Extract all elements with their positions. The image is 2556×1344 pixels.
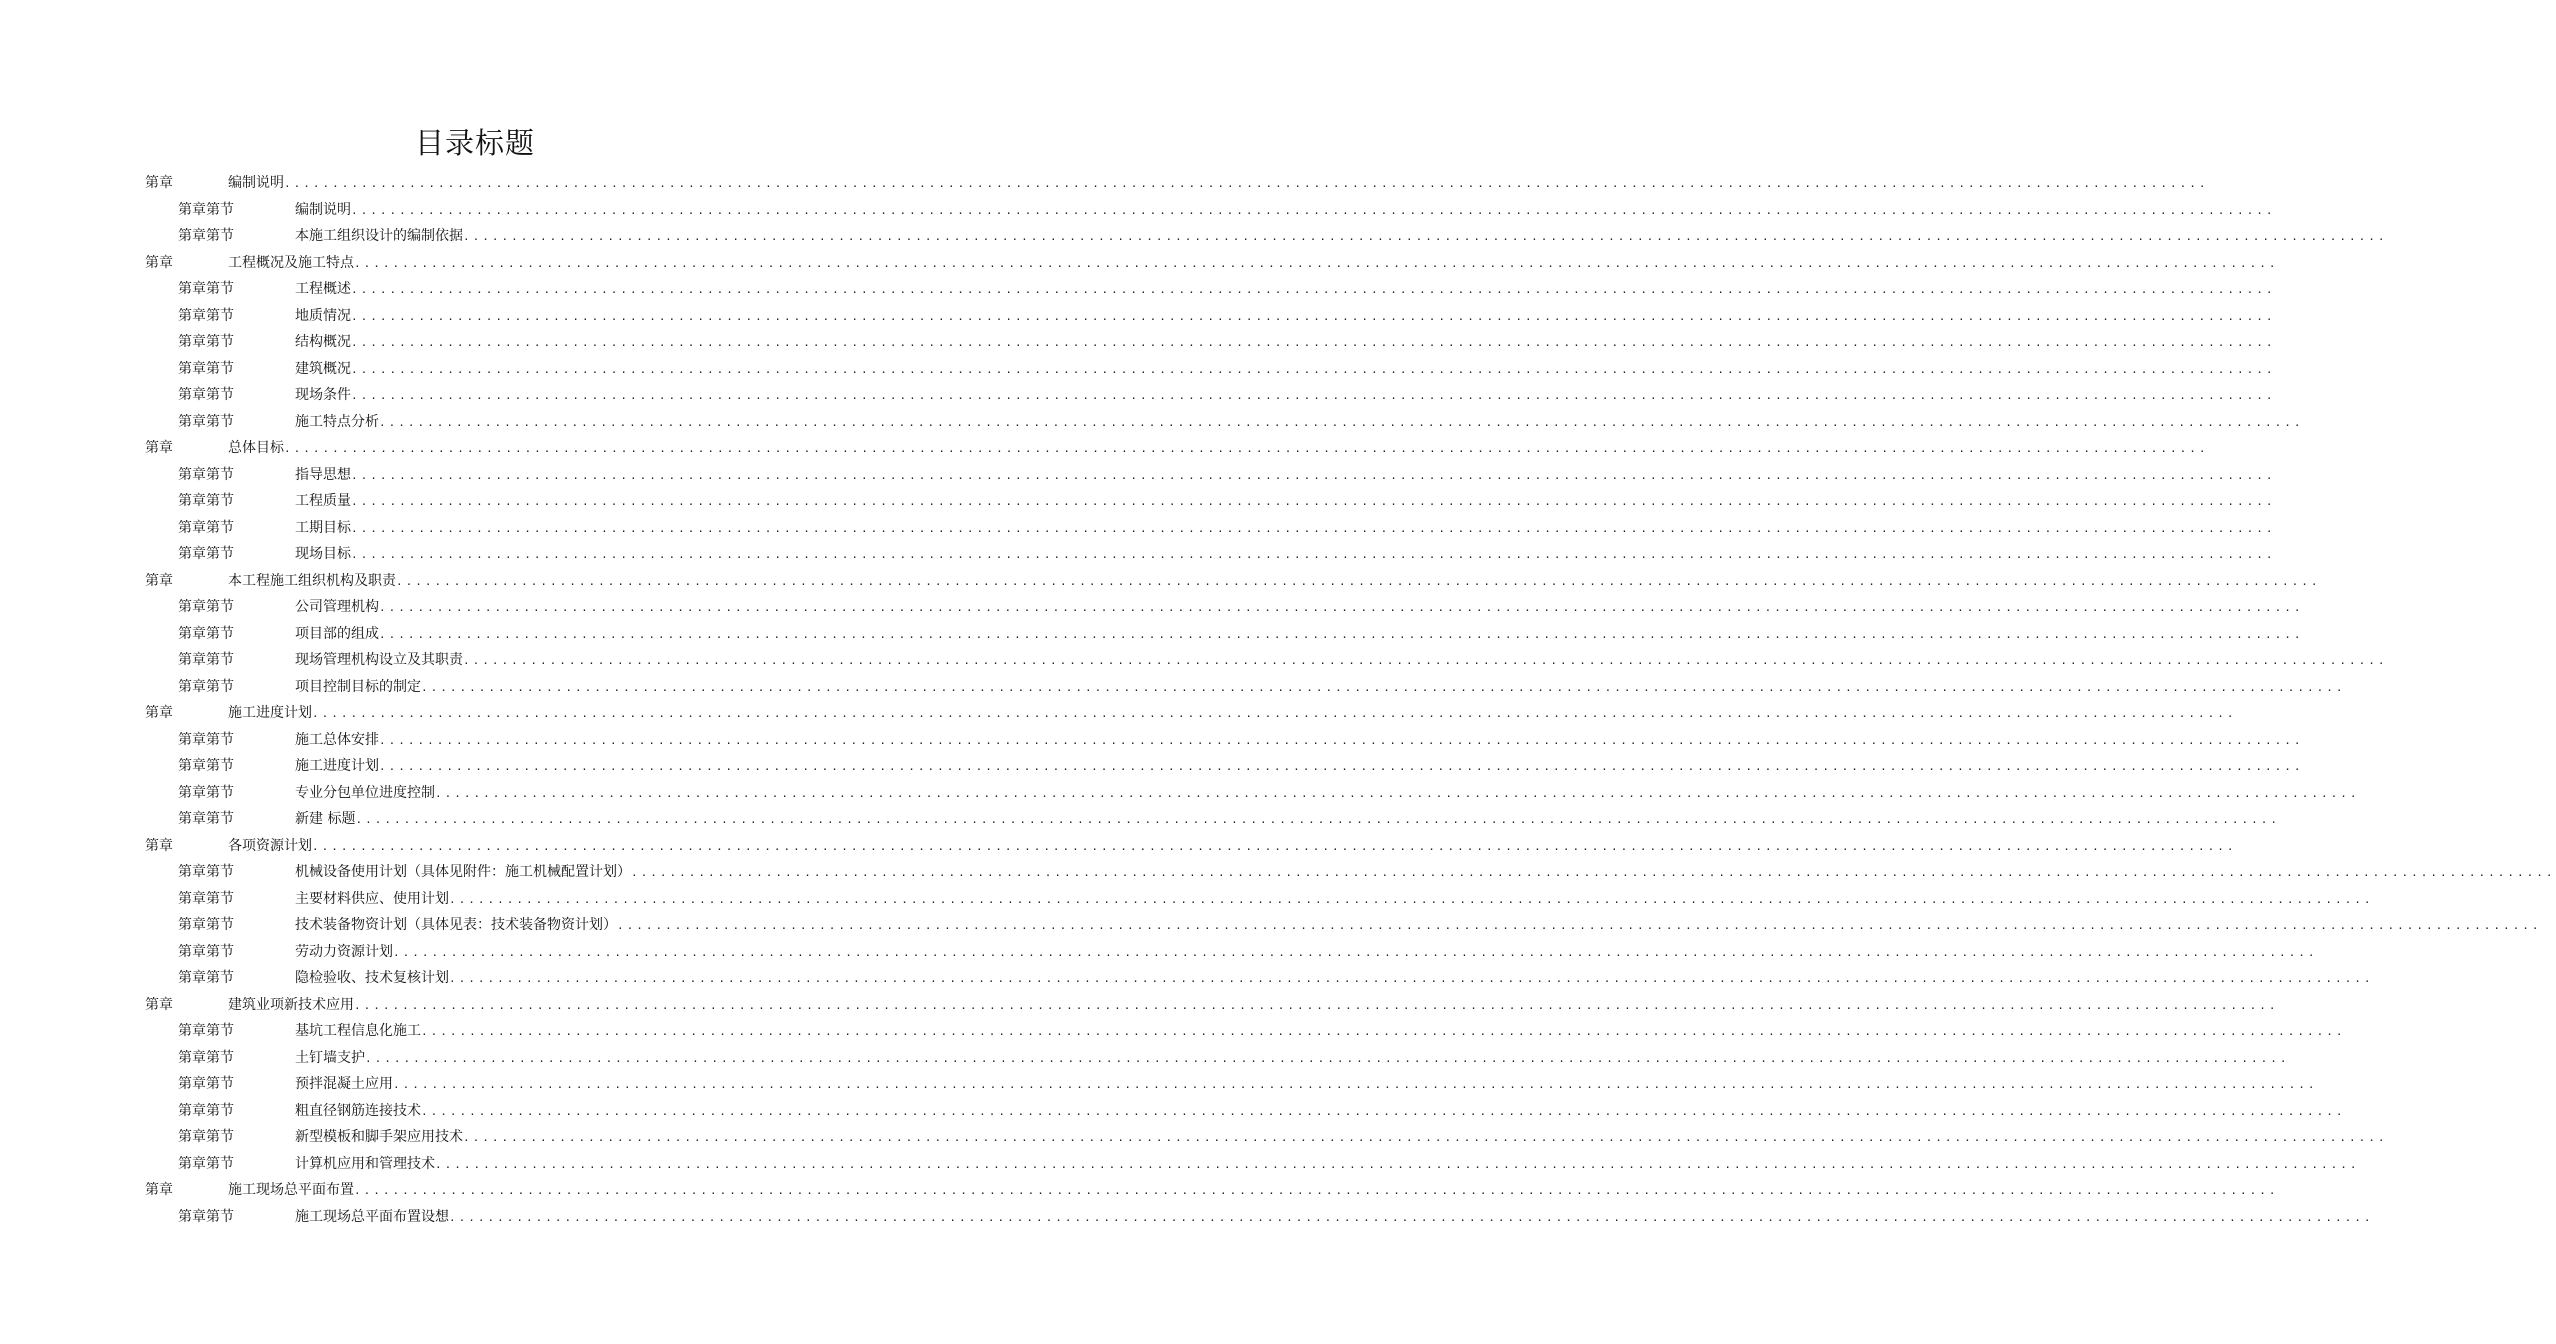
toc-entry-number: 第章第节 bbox=[178, 387, 234, 403]
toc-entry-title-line bbox=[295, 886, 2374, 914]
toc-entry-title-line bbox=[295, 356, 2276, 384]
toc-entry-title-line bbox=[295, 674, 2346, 702]
toc-section-entry[interactable] bbox=[0, 488, 2276, 515]
toc-section-entry[interactable] bbox=[0, 621, 2304, 648]
toc-entry-title: 各项资源计划 bbox=[228, 837, 312, 854]
toc-section-entry[interactable] bbox=[0, 197, 2276, 224]
toc-section-entry[interactable] bbox=[0, 1124, 2388, 1151]
toc-section-entry[interactable] bbox=[0, 780, 2360, 807]
dot-leader: ........................................................................................................................................................................................................ bbox=[354, 1184, 2279, 1197]
toc-entry-title: 结构概况 bbox=[295, 334, 351, 350]
toc-entry-title: 现场条件 bbox=[295, 387, 351, 403]
toc-section-entry[interactable] bbox=[0, 912, 2542, 939]
dot-leader: ........................................................................................................................................................................................................ bbox=[351, 389, 2276, 402]
dot-leader: ........................................................................................................................................................................................................ bbox=[284, 177, 2209, 190]
dot-leader: ........................................................................................................................................................................................................ bbox=[379, 733, 2304, 747]
dot-leader: ........................................................................................................................................................................................................ bbox=[631, 866, 2556, 879]
dot-leader: ........................................................................................................................................................................................................ bbox=[449, 972, 2374, 985]
toc-entry-number: 第章第节 bbox=[178, 652, 234, 668]
toc-section-entry[interactable] bbox=[0, 753, 2304, 780]
toc-entry-title: 工程概述 bbox=[295, 281, 351, 297]
toc-entry-title: 工期目标 bbox=[295, 519, 351, 536]
toc-section-entry[interactable] bbox=[0, 223, 2388, 250]
dot-leader: ........................................................................................................................................................................................................ bbox=[312, 839, 2237, 853]
toc-entry-number: 第章第节 bbox=[178, 625, 234, 642]
toc-entry-number: 第章第节 bbox=[178, 917, 234, 933]
toc-entry-number: 第章第节 bbox=[178, 334, 234, 350]
dot-leader: ........................................................................................................................................................................................................ bbox=[379, 601, 2304, 614]
toc-entry-title: 施工特点分析 bbox=[295, 413, 379, 430]
toc-entry-number: 第章 bbox=[145, 572, 173, 589]
toc-entry-number: 第章 bbox=[145, 705, 173, 721]
toc-entry-number: 第章第节 bbox=[178, 970, 234, 986]
toc-entry-title-line bbox=[295, 1151, 2360, 1179]
toc-entry-title: 建筑业项新技术应用 bbox=[228, 996, 354, 1013]
dot-leader: ........................................................................................................................................................................................................ bbox=[351, 521, 2276, 535]
toc-entry-number: 第章 bbox=[145, 996, 173, 1013]
dot-leader: ........................................................................................................................................................................................................ bbox=[351, 203, 2276, 217]
toc-entry-title: 土钉墙支护 bbox=[295, 1049, 365, 1066]
toc-entry-title-line bbox=[295, 753, 2304, 781]
toc-section-entry[interactable] bbox=[0, 1045, 2290, 1072]
dot-leader: ........................................................................................................................................................................................................ bbox=[463, 1131, 2388, 1144]
toc-entry-number: 第章第节 bbox=[178, 1129, 234, 1145]
toc-entry-title: 建筑概况 bbox=[295, 360, 351, 377]
toc-entry-title: 主要材料供应、使用计划 bbox=[295, 890, 449, 907]
dot-leader: ........................................................................................................................................................................................................ bbox=[354, 256, 2279, 270]
toc-entry-title: 施工现场总平面布置设想 bbox=[295, 1208, 449, 1225]
toc-entry-title-line bbox=[228, 700, 2237, 728]
dot-leader: ........................................................................................................................................................................................................ bbox=[284, 442, 2209, 455]
toc-chapter-entry[interactable] bbox=[0, 1177, 2279, 1204]
toc-entry-number: 第章第节 bbox=[178, 228, 234, 244]
toc-chapter-entry[interactable] bbox=[0, 435, 2209, 462]
toc-entry-title-line bbox=[295, 1071, 2318, 1099]
toc-section-entry[interactable] bbox=[0, 939, 2318, 966]
toc-section-entry[interactable] bbox=[0, 594, 2304, 621]
toc-entry-title: 基坑工程信息化施工 bbox=[295, 1023, 421, 1039]
dot-leader: ........................................................................................................................................................................................................ bbox=[351, 362, 2276, 376]
toc-section-entry[interactable] bbox=[0, 965, 2374, 992]
dot-leader: ........................................................................................................................................................................................................ bbox=[421, 1025, 2346, 1038]
toc-entry-title-line bbox=[295, 859, 2556, 887]
dot-leader: ........................................................................................................................................................................................................ bbox=[312, 707, 2237, 720]
toc-entry-title: 公司管理机构 bbox=[295, 599, 379, 615]
toc-entry-title: 施工进度计划 bbox=[295, 758, 379, 774]
toc-entry-number: 第章第节 bbox=[178, 1049, 234, 1066]
toc-entry-title-line bbox=[295, 912, 2542, 940]
dot-leader: ........................................................................................................................................................................................................ bbox=[396, 574, 2321, 588]
toc-section-entry[interactable] bbox=[0, 886, 2374, 913]
toc-section-entry[interactable] bbox=[0, 674, 2346, 701]
dot-leader: ........................................................................................................................................................................................................ bbox=[355, 813, 2280, 826]
toc-entry-title-line bbox=[228, 170, 2209, 198]
toc-entry-number: 第章第节 bbox=[178, 599, 234, 615]
toc-section-entry[interactable] bbox=[0, 276, 2276, 303]
dot-leader: ........................................................................................................................................................................................................ bbox=[379, 760, 2304, 773]
toc-section-entry[interactable] bbox=[0, 806, 2280, 833]
toc-section-entry[interactable] bbox=[0, 303, 2276, 330]
toc-entry-title: 现场目标 bbox=[295, 546, 351, 562]
toc-entry-title-line bbox=[295, 462, 2276, 490]
toc-entry-title-line bbox=[295, 1045, 2290, 1073]
page-title: 目录标题 bbox=[414, 126, 535, 160]
toc-section-entry[interactable] bbox=[0, 541, 2276, 568]
toc-entry-number: 第章第节 bbox=[178, 864, 234, 880]
toc-entry-title-line bbox=[228, 833, 2237, 861]
toc-entry-title: 施工进度计划 bbox=[228, 705, 312, 721]
toc-section-entry[interactable] bbox=[0, 356, 2276, 383]
toc-entry-number: 第章第节 bbox=[178, 758, 234, 774]
toc-section-entry[interactable] bbox=[0, 727, 2304, 754]
toc-entry-number: 第章第节 bbox=[178, 360, 234, 377]
toc-entry-number: 第章第节 bbox=[178, 678, 234, 695]
dot-leader: ........................................................................................................................................................................................................ bbox=[463, 230, 2388, 243]
toc-section-entry[interactable] bbox=[0, 382, 2276, 409]
dot-leader: ........................................................................................................................................................................................................ bbox=[351, 468, 2276, 482]
toc-section-entry[interactable] bbox=[0, 1071, 2318, 1098]
toc-entry-title: 工程概况及施工特点 bbox=[228, 254, 354, 271]
toc-entry-title: 项目控制目标的制定 bbox=[295, 678, 421, 695]
toc-entry-title: 计算机应用和管理技术 bbox=[295, 1155, 435, 1172]
toc-entry-number: 第章第节 bbox=[178, 811, 234, 827]
dot-leader: ........................................................................................................................................................................................................ bbox=[435, 786, 2360, 800]
toc-entry-title-line bbox=[295, 1124, 2388, 1152]
toc-entry-title-line bbox=[295, 806, 2280, 834]
toc-entry-title: 新型模板和脚手架应用技术 bbox=[295, 1129, 463, 1145]
dot-leader: ........................................................................................................................................................................................................ bbox=[449, 892, 2374, 906]
toc-section-entry[interactable] bbox=[0, 1204, 2374, 1231]
toc-entry-title: 编制说明 bbox=[295, 201, 351, 218]
toc-entry-number: 第章第节 bbox=[178, 519, 234, 536]
toc-entry-title: 本工程施工组织机构及职责 bbox=[228, 572, 396, 589]
toc-section-entry[interactable] bbox=[0, 409, 2304, 436]
toc-entry-title: 施工总体安排 bbox=[295, 731, 379, 748]
toc-entry-number: 第章 bbox=[145, 1182, 173, 1198]
toc-entry-title-line bbox=[295, 780, 2360, 808]
toc-entry-title: 劳动力资源计划 bbox=[295, 943, 393, 960]
toc-entry-title: 专业分包单位进度控制 bbox=[295, 784, 435, 801]
toc-entry-number: 第章第节 bbox=[178, 1102, 234, 1119]
toc-entry-title: 机械设备使用计划（具体见附件：施工机械配置计划） bbox=[295, 864, 631, 880]
dot-leader: ........................................................................................................................................................................................................ bbox=[421, 680, 2346, 694]
dot-leader: ........................................................................................................................................................................................................ bbox=[617, 919, 2542, 932]
toc-entry-title-line bbox=[295, 1098, 2346, 1126]
toc-section-entry[interactable] bbox=[0, 647, 2388, 674]
toc-section-entry[interactable] bbox=[0, 859, 2556, 886]
toc-entry-title-line bbox=[295, 621, 2304, 649]
toc-entry-title: 编制说明 bbox=[228, 175, 284, 191]
dot-leader: ........................................................................................................................................................................................................ bbox=[463, 654, 2388, 667]
toc-entry-title-line bbox=[295, 1204, 2374, 1232]
toc-entry-title-line bbox=[295, 515, 2276, 543]
toc-entry-number: 第章第节 bbox=[178, 943, 234, 960]
dot-leader: ........................................................................................................................................................................................................ bbox=[365, 1051, 2290, 1065]
toc-entry-number: 第章第节 bbox=[178, 201, 234, 218]
toc-entry-title-line bbox=[295, 647, 2388, 675]
toc-section-entry[interactable] bbox=[0, 1151, 2360, 1178]
toc-entry-number: 第章 bbox=[145, 440, 173, 456]
toc-entry-number: 第章第节 bbox=[178, 731, 234, 748]
toc-entry-number: 第章第节 bbox=[178, 281, 234, 297]
toc-entry-number: 第章第节 bbox=[178, 1023, 234, 1039]
dot-leader: ........................................................................................................................................................................................................ bbox=[351, 495, 2276, 508]
toc-entry-number: 第章第节 bbox=[178, 1208, 234, 1225]
toc-entry-title-line bbox=[295, 303, 2276, 331]
dot-leader: ........................................................................................................................................................................................................ bbox=[351, 309, 2276, 323]
dot-leader: ........................................................................................................................................................................................................ bbox=[435, 1157, 2360, 1171]
toc-entry-number: 第章第节 bbox=[178, 546, 234, 562]
toc-entry-title-line bbox=[295, 1018, 2346, 1046]
dot-leader: ........................................................................................................................................................................................................ bbox=[379, 415, 2304, 429]
toc-entry-title-line bbox=[295, 223, 2388, 251]
toc-section-entry[interactable] bbox=[0, 329, 2276, 356]
dot-leader: ........................................................................................................................................................................................................ bbox=[354, 998, 2279, 1012]
toc-section-entry[interactable] bbox=[0, 515, 2276, 542]
toc-entry-title-line bbox=[228, 568, 2321, 596]
dot-leader: ........................................................................................................................................................................................................ bbox=[449, 1210, 2374, 1224]
toc-entry-title-line bbox=[295, 965, 2374, 993]
toc-entry-title-line bbox=[228, 435, 2209, 463]
toc-entry-number: 第章 bbox=[145, 837, 173, 854]
dot-leader: ........................................................................................................................................................................................................ bbox=[351, 548, 2276, 561]
toc-entry-title-line bbox=[295, 939, 2318, 967]
toc-entry-number: 第章第节 bbox=[178, 493, 234, 509]
toc-chapter-entry[interactable] bbox=[0, 568, 2321, 595]
toc-entry-title-line bbox=[295, 276, 2276, 304]
toc-entry-title: 项目部的组成 bbox=[295, 625, 379, 642]
toc-entry-title: 本施工组织设计的编制依据 bbox=[295, 228, 463, 244]
toc-entry-title: 地质情况 bbox=[295, 307, 351, 324]
dot-leader: ........................................................................................................................................................................................................ bbox=[393, 945, 2318, 959]
toc-entry-title: 技术装备物资计划（具体见表：技术装备物资计划） bbox=[295, 917, 617, 933]
toc-entry-title-line bbox=[295, 409, 2304, 437]
toc-entry-title-line bbox=[295, 594, 2304, 622]
toc-entry-number: 第章第节 bbox=[178, 413, 234, 430]
toc-section-entry[interactable] bbox=[0, 1098, 2346, 1125]
toc-chapter-entry[interactable] bbox=[0, 833, 2237, 860]
toc-entry-number: 第章 bbox=[145, 254, 173, 271]
dot-leader: ........................................................................................................................................................................................................ bbox=[421, 1104, 2346, 1118]
toc-chapter-entry[interactable] bbox=[0, 992, 2279, 1019]
toc-entry-title: 现场管理机构设立及其职责 bbox=[295, 652, 463, 668]
toc-entry-title: 预拌混凝土应用 bbox=[295, 1076, 393, 1092]
toc-chapter-entry[interactable] bbox=[0, 700, 2237, 727]
toc-entry-title: 指导思想 bbox=[295, 466, 351, 483]
toc-entry-title: 新建 标题 bbox=[295, 811, 356, 827]
toc-entry-title: 工程质量 bbox=[295, 493, 351, 509]
toc-entry-title-line bbox=[228, 992, 2279, 1020]
toc-entry-title-line bbox=[228, 1177, 2279, 1205]
toc-entry-number: 第章第节 bbox=[178, 466, 234, 483]
toc-entry-title: 粗直径钢筋连接技术 bbox=[295, 1102, 421, 1119]
toc-entry-title-line bbox=[295, 541, 2276, 569]
toc-entry-number: 第章第节 bbox=[178, 1076, 234, 1092]
dot-leader: ........................................................................................................................................................................................................ bbox=[393, 1078, 2318, 1091]
dot-leader: ........................................................................................................................................................................................................ bbox=[351, 283, 2276, 296]
toc-entry-title: 总体目标 bbox=[228, 440, 284, 456]
toc-entry-title-line bbox=[295, 382, 2276, 410]
toc-entry-number: 第章第节 bbox=[178, 307, 234, 324]
toc-entry-number: 第章 bbox=[145, 175, 173, 191]
dot-leader: ........................................................................................................................................................................................................ bbox=[351, 336, 2276, 349]
toc-chapter-entry[interactable] bbox=[0, 170, 2209, 197]
toc-section-entry[interactable] bbox=[0, 1018, 2346, 1045]
toc-entry-title-line bbox=[295, 488, 2276, 516]
table-of-contents bbox=[0, 170, 2556, 1230]
toc-entry-title-line bbox=[295, 329, 2276, 357]
toc-entry-title: 施工现场总平面布置 bbox=[228, 1182, 354, 1198]
toc-entry-title-line bbox=[295, 727, 2304, 755]
toc-entry-number: 第章第节 bbox=[178, 784, 234, 801]
toc-entry-title: 隐检验收、技术复核计划 bbox=[295, 970, 449, 986]
toc-entry-number: 第章第节 bbox=[178, 1155, 234, 1172]
toc-entry-title-line bbox=[295, 197, 2276, 225]
toc-entry-number: 第章第节 bbox=[178, 890, 234, 907]
dot-leader: ........................................................................................................................................................................................................ bbox=[379, 627, 2304, 641]
toc-section-entry[interactable] bbox=[0, 462, 2276, 489]
toc-chapter-entry[interactable] bbox=[0, 250, 2279, 277]
toc-entry-title-line bbox=[228, 250, 2279, 278]
